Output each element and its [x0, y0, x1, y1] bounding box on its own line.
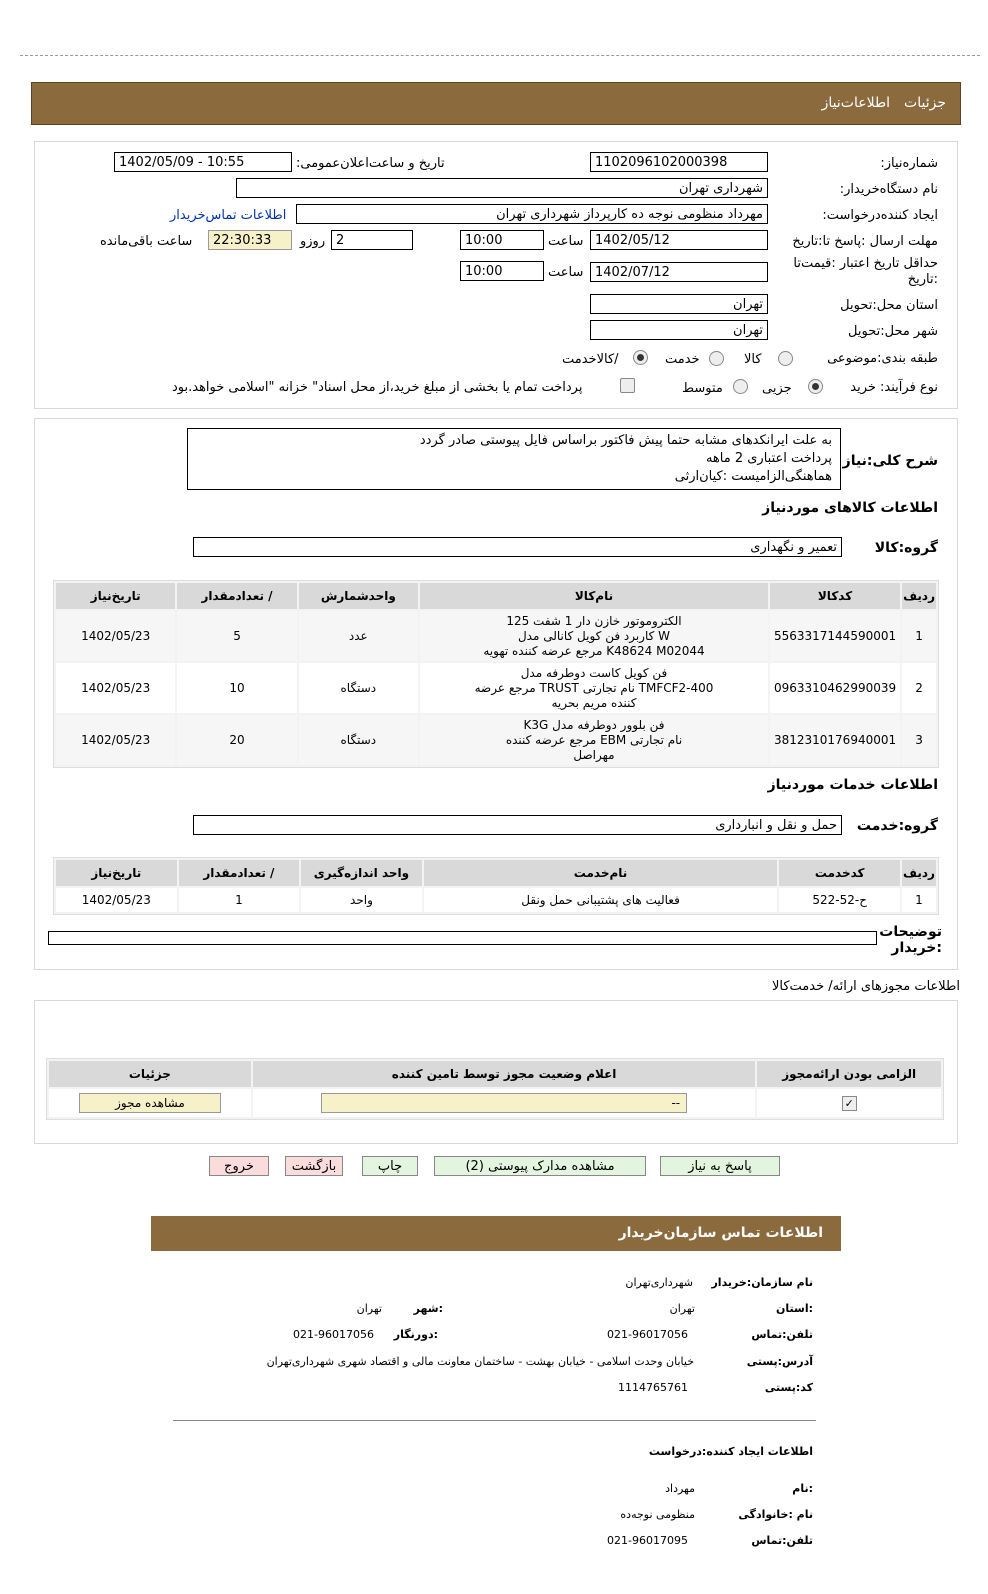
goods-table: [53, 580, 939, 768]
row-date: 1402/05/23: [56, 611, 175, 661]
row-unit: عدد: [299, 611, 418, 661]
row-index: 3: [902, 715, 936, 765]
creator-name-label: :نام: [792, 1482, 813, 1495]
delivery-province-label: استان محل:تحویل: [840, 298, 938, 313]
view-permit-button[interactable]: مشاهده مجوز: [79, 1093, 221, 1113]
col-date: تاریخ‌نیاز: [56, 860, 177, 886]
process-partial-radio[interactable]: [808, 379, 823, 394]
row-code: 3812310176940001: [770, 715, 900, 765]
buyer-notes-label: توضیحات :خریدار: [879, 924, 942, 956]
need-description-box: [187, 428, 841, 490]
col-status: اعلام وضعیت مجوز توسط تامین کننده: [253, 1061, 756, 1087]
reply-deadline-date: 1402/05/12: [590, 230, 768, 250]
contact-divider: [173, 1420, 816, 1421]
print-button[interactable]: چاپ: [362, 1156, 418, 1176]
creator-family-label: نام :خانوادگی: [738, 1508, 813, 1521]
services-group-label: گروه:خدمت: [856, 818, 938, 834]
row-code: 5563317144590001: [770, 611, 900, 661]
row-index: 1: [902, 611, 936, 661]
col-details: جزئیات: [49, 1061, 251, 1087]
required-cell: [757, 1089, 941, 1117]
col-index: ردیف: [902, 860, 936, 886]
request-creator-field: مهرداد منظومی نوجه ده کارپرداز شهرداری تهران: [296, 204, 768, 224]
category-both-radio[interactable]: [633, 350, 648, 365]
permits-table: [46, 1058, 944, 1120]
col-code: کدخدمت: [779, 860, 900, 886]
postal-code-value: 1114765761: [618, 1381, 688, 1394]
col-quantity: / تعدادمقدار: [179, 860, 300, 886]
row-code: ح-52-522: [779, 888, 900, 912]
need-description-label: شرح کلی:نیاز: [842, 453, 938, 469]
table-row: [56, 888, 936, 912]
remaining-days-field: 2: [331, 230, 413, 250]
category-goods-label: کالا: [744, 352, 762, 367]
name-line: الکتروموتور خازن دار 1 شفت 125: [506, 613, 682, 628]
col-date: تاریخ‌نیاز: [56, 583, 175, 609]
col-quantity: / تعدادمقدار: [177, 583, 296, 609]
row-name: [420, 663, 768, 713]
row-unit: دستگاه: [299, 715, 418, 765]
days-label: روزو: [300, 234, 326, 249]
buyer-org-label: نام دستگاه‌خریدار:: [839, 182, 938, 197]
goods-section-title: اطلاعات کالاهای موردنیاز: [762, 500, 938, 516]
services-section-title: اطلاعات خدمات موردنیاز: [767, 777, 938, 793]
announce-date-field: 1402/05/09 - 10:55: [114, 152, 292, 172]
page-header: [31, 82, 961, 125]
org-name-value: شهرداری‌تهران: [625, 1276, 693, 1289]
creator-name-value: مهرداد: [665, 1482, 695, 1495]
name-line: TMFCF2-400 نام تجارتی TRUST مرجع عرضه: [474, 680, 714, 695]
details-cell: [49, 1089, 251, 1117]
status-cell: [253, 1089, 756, 1117]
category-both-label: /کالاخدمت: [562, 352, 619, 367]
delivery-city-label: شهر محل:تحویل: [848, 324, 938, 339]
delivery-city-field: تهران: [590, 320, 768, 340]
need-description-line: به علت ایرانکدهای مشابه حتما پیش فاکتور براساس فایل پیوستی صادر گردد: [419, 433, 832, 448]
row-quantity: 1: [179, 888, 300, 912]
row-name: [420, 715, 768, 765]
permit-status-field[interactable]: --: [321, 1093, 687, 1113]
reply-deadline-label: مهلت ارسال :پاسخ تا:تاریخ: [792, 234, 938, 249]
province-label: :استان: [776, 1302, 813, 1315]
need-description-line: پرداخت اعتباری 2 ماهه: [705, 451, 832, 466]
top-divider: [20, 55, 980, 56]
announce-date-label: تاریخ و ساعت‌اعلان‌عمومی:: [296, 156, 445, 171]
process-type-label: نوع فرآیند: خرید: [850, 380, 938, 395]
tab-need-info[interactable]: اطلاعات‌نیاز: [821, 95, 890, 111]
category-service-radio[interactable]: [709, 351, 724, 366]
name-line: K48624 M02044 مرجع عرضه کننده تهویه: [483, 643, 705, 658]
process-medium-label: متوسط: [682, 381, 723, 396]
delivery-province-field: تهران: [590, 294, 768, 314]
min-validity-label: حداقل تاریخ اعتبار :قیمت‌تا :تاریخ: [793, 256, 938, 287]
need-number-field: 1102096102000398: [590, 152, 768, 172]
col-unit: واحدشمارش: [299, 583, 418, 609]
goods-group-label: گروه:کالا: [874, 540, 938, 556]
creator-family-value: منظومی نوجه‌ده: [620, 1508, 695, 1521]
process-partial-label: جزیی: [762, 381, 792, 396]
table-row: [56, 611, 936, 661]
address-value: خیابان وحدت اسلامی - خیابان بهشت - ساختمان معاونت مالی و اقتصاد شهری شهرداری‌تهران: [266, 1355, 694, 1368]
services-table: [53, 857, 939, 915]
fax-value: 021-96017056: [293, 1328, 374, 1341]
remaining-time-field: 22:30:33: [208, 230, 292, 250]
col-name: نام‌خدمت: [424, 860, 778, 886]
row-quantity: 20: [177, 715, 296, 765]
org-name-label: نام سازمان:خریدار: [711, 1276, 813, 1289]
services-table-header: [56, 860, 936, 886]
remaining-time-label: ساعت باقی‌مانده: [100, 234, 193, 249]
row-name: [420, 611, 768, 661]
need-description-line: هماهنگی‌الزامیست :کیان‌ارثی: [674, 469, 832, 484]
treasury-payment-note: پرداخت تمام یا بخشی از مبلغ خرید،از محل اسناد" خزانه "اسلامی خواهد.بود: [172, 380, 583, 395]
category-goods-radio[interactable]: [778, 351, 793, 366]
table-row: [49, 1089, 941, 1117]
name-line: نام تجارتی EBM مرجع عرضه کننده: [505, 732, 683, 747]
min-validity-time: 10:00: [460, 261, 544, 281]
row-unit: دستگاه: [299, 663, 418, 713]
request-creator-label: ایجاد کننده‌درخواست:: [822, 208, 938, 223]
creator-phone-label: تلفن:تماس: [751, 1534, 813, 1547]
row-unit: واحد: [301, 888, 422, 912]
buyer-org-field: شهرداری تهران: [236, 178, 768, 198]
table-row: [56, 715, 936, 765]
name-line: W کاربرد فن کویل کانالی مدل: [517, 628, 671, 643]
services-group-field: حمل و نقل و انبارداری: [193, 815, 842, 835]
min-validity-date: 1402/07/12: [590, 262, 768, 282]
reply-time-label: ساعت: [548, 234, 584, 249]
address-label: آدرس:پستی: [746, 1355, 813, 1368]
buyer-contact-link[interactable]: اطلاعات تماس‌خریدار: [170, 208, 287, 223]
min-validity-time-label: ساعت: [548, 265, 584, 280]
category-label: طبقه بندی:موضوعی: [827, 351, 938, 366]
buyer-contact-title: اطلاعات تماس سازمان‌خریدار: [618, 1225, 823, 1241]
goods-group-field: تعمیر و نگهداری: [193, 537, 842, 557]
row-date: 1402/05/23: [56, 715, 175, 765]
name-line: کننده مریم بحریه: [551, 695, 637, 710]
creator-info-title: اطلاعات ایجاد کننده:درخواست: [648, 1445, 813, 1458]
name-line: مهراصل: [573, 747, 615, 762]
buyer-notes-field: [48, 931, 877, 945]
phone-label: تلفن:تماس: [751, 1328, 813, 1341]
phone-value: 021-96017056: [607, 1328, 688, 1341]
reply-deadline-time: 10:00: [460, 230, 544, 250]
col-code: کدکالا: [770, 583, 900, 609]
col-unit: واحد اندازه‌گیری: [301, 860, 422, 886]
col-index: ردیف: [902, 583, 936, 609]
reply-button[interactable]: پاسخ به نیاز: [660, 1156, 780, 1176]
tab-details[interactable]: جزئیات: [904, 95, 946, 111]
treasury-payment-checkbox[interactable]: [620, 378, 635, 393]
row-code: 0963310462990039: [770, 663, 900, 713]
buyer-contact-header: [151, 1216, 841, 1251]
exit-button[interactable]: خروج: [209, 1156, 269, 1176]
city-value: تهران: [356, 1302, 382, 1315]
table-row: [56, 663, 936, 713]
process-medium-radio[interactable]: [733, 379, 748, 394]
permit-required-checkbox: ✓: [842, 1096, 857, 1111]
permits-table-header: [49, 1061, 941, 1087]
row-date: 1402/05/23: [56, 888, 177, 912]
name-line: فن بلوور دوطرفه مدل K3G: [523, 717, 665, 732]
permits-section-title: اطلاعات مجوزهای ارائه/ خدمت‌کالا: [771, 979, 960, 994]
fax-label: :دورنگار: [393, 1328, 438, 1341]
row-quantity: 5: [177, 611, 296, 661]
goods-table-header: [56, 583, 936, 609]
name-line: فن کویل کاست دوطرفه مدل: [520, 665, 668, 680]
view-attachments-button[interactable]: مشاهده مدارک پیوستی (2): [434, 1156, 646, 1176]
postal-code-label: کد:پستی: [764, 1381, 813, 1394]
province-value: تهران: [669, 1302, 695, 1315]
row-name: فعالیت های پشتیبانی حمل ونقل: [424, 888, 778, 912]
creator-phone-value: 021-96017095: [607, 1534, 688, 1547]
city-label: :شهر: [413, 1302, 443, 1315]
col-name: نام‌کالا: [420, 583, 768, 609]
row-index: 2: [902, 663, 936, 713]
need-number-label: شماره‌نیاز:: [880, 156, 938, 171]
row-quantity: 10: [177, 663, 296, 713]
row-index: 1: [902, 888, 936, 912]
col-required: الزامی بودن ارائه‌مجوز: [757, 1061, 941, 1087]
row-date: 1402/05/23: [56, 663, 175, 713]
category-service-label: خدمت: [665, 352, 700, 367]
back-button[interactable]: بازگشت: [285, 1156, 343, 1176]
